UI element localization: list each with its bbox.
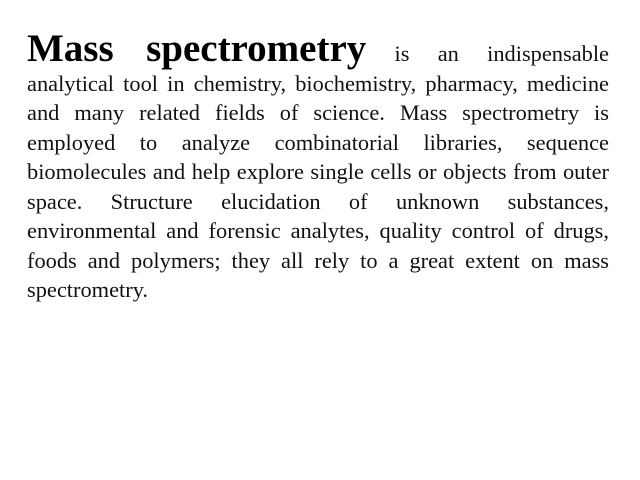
body-paragraph (27, 27, 609, 305)
lead-term: Mass spectrometry (27, 27, 367, 70)
body-text: is an indispensable analytical tool in chemistry, biochemistry, pharmacy, medicine and many related fields of science. Mass spectrometry is employed to analyze combinatorial libraries, sequence biomolecules and help explore single cells or objects from outer space. Structure elucidation of unknown substances, environmental and forensic analytes, quality control of drugs, foods and polymers; they all rely to a great extent on mass spectrometry. (27, 41, 609, 302)
